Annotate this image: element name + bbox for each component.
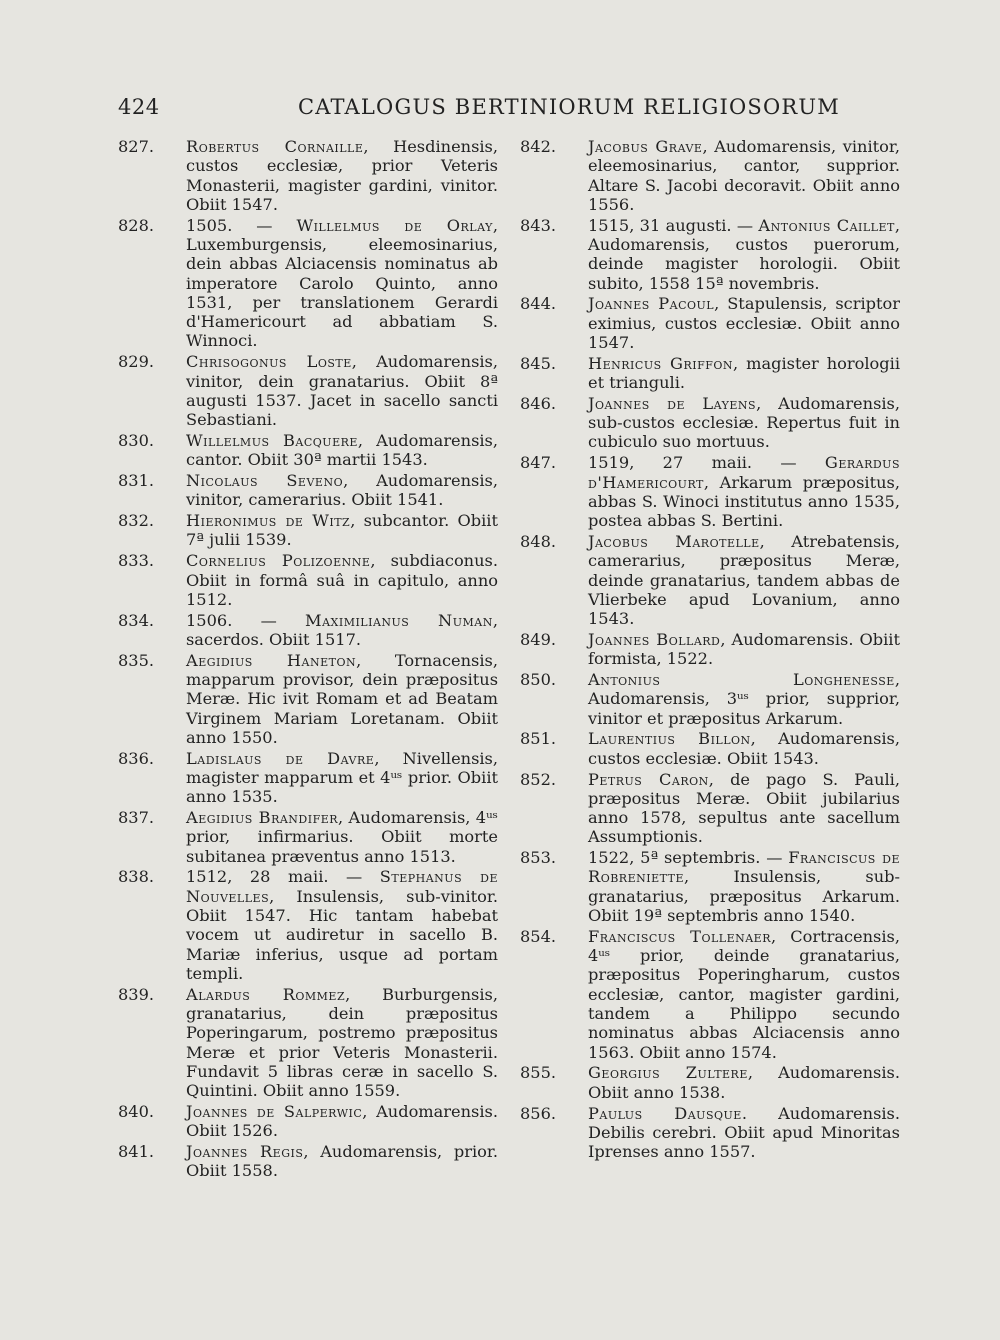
catalogue-entry xyxy=(118,471,498,510)
entry-text xyxy=(588,1104,900,1162)
entry-description: . Audomarensis. Debilis cerebri. Obiit apud Minoritas Iprenses anno 1557. xyxy=(588,1103,900,1162)
entry-text xyxy=(588,848,900,925)
catalogue-entry xyxy=(520,532,900,628)
catalogue-entry xyxy=(118,651,498,747)
entry-number: 845. xyxy=(520,353,557,373)
entry-text xyxy=(588,770,900,847)
monk-name: Antonius Caillet xyxy=(758,215,895,235)
entry-text xyxy=(186,1102,498,1141)
monk-name: Laurentius Billon xyxy=(588,729,751,749)
entry-description: , magister horologii et trianguli. xyxy=(588,353,901,393)
entry-number: 854. xyxy=(520,926,557,946)
entry-text xyxy=(588,532,900,628)
monk-name: Jacobus Marotelle xyxy=(588,531,760,551)
entry-text xyxy=(588,137,900,214)
catalogue-entry xyxy=(520,137,900,214)
entry-number: 829. xyxy=(118,352,155,372)
entry-number: 853. xyxy=(520,848,557,868)
entry-text xyxy=(588,354,900,393)
entry-description: , Audomarensis. Obiit formista, 1522. xyxy=(588,629,900,669)
catalogue-entry xyxy=(118,808,498,866)
monk-name: Willelmus de Orlay xyxy=(296,215,493,235)
entry-description: , Tornacensis, mapparum provisor, dein præpositus Meræ. Hic ivit Romam et ad Beatam Virginem Mariam Loretanam. Obiit anno 1550. xyxy=(186,650,498,747)
entry-number: 843. xyxy=(520,215,557,235)
entry-number: 836. xyxy=(118,748,155,768)
catalogue-entry xyxy=(118,551,498,609)
monk-name: Joannes de Salperwic xyxy=(186,1102,363,1122)
catalogue-entry xyxy=(520,927,900,1062)
entry-text xyxy=(588,294,900,352)
catalogue-entry xyxy=(520,294,900,352)
entry-text xyxy=(186,1142,498,1181)
running-title: CATALOGUS BERTINIORUM RELIGIOSORUM xyxy=(298,95,840,119)
monk-name: Willelmus Bacquere xyxy=(186,430,358,450)
monk-name: Stephanus de Nouvelles xyxy=(186,867,498,906)
page-header xyxy=(118,95,898,125)
entry-date-prefix: 1515, 31 augusti. — xyxy=(588,215,759,235)
entry-text xyxy=(186,216,498,351)
right-column xyxy=(520,137,900,1163)
entry-description: , Luxemburgensis, eleemosinarius, dein abbas Alciacensis nominatus ab imperatore Carolo Quinto, anno 1531, per translationem Gerardi d'Hamericourt ad abbatiam S. Winnoci. xyxy=(186,215,498,351)
catalogue-entry xyxy=(520,670,900,728)
entry-date-prefix: 1519, 27 maii. — xyxy=(588,453,825,473)
entry-number: 839. xyxy=(118,984,155,1004)
catalogue-entry xyxy=(520,453,900,530)
catalogue-entry xyxy=(118,431,498,470)
entry-text xyxy=(186,611,498,650)
entry-description: , Audomarensis, vinitor, camerarius. Obiit 1541. xyxy=(186,471,498,510)
page-number: 424 xyxy=(118,95,160,119)
monk-name: Gerardus d'Hamericourt xyxy=(588,453,900,492)
entry-description: , Audomarensis, 4ᵘˢ prior, infirmarius. Obiit morte subitanea præventus anno 1513. xyxy=(186,808,498,866)
entry-number: 828. xyxy=(118,215,155,235)
catalogue-entry xyxy=(520,394,900,452)
entry-description: , Insulensis, sub-granatarius, præpositus Arkarum. Obiit 19ª septembris anno 1540. xyxy=(588,867,900,926)
monk-name: Joannes Pacoul xyxy=(588,294,715,314)
entry-description: , Audomarensis. Obiit 1526. xyxy=(186,1102,498,1141)
entry-description: , Cortracensis, 4ᵘˢ prior, deinde granatarius, præpositus Poperingharum, custos ecclesiæ, cantor, magister gardini, tandem a Philippo secundo nominatus abbas Alciacensis anno 1563. Obiit anno 1574. xyxy=(588,926,900,1062)
monk-name: Franciscus de Robreniette xyxy=(588,848,900,887)
monk-name: Petrus Caron xyxy=(588,769,709,789)
entry-number: 827. xyxy=(118,137,155,156)
entry-description: , Atrebatensis, camerarius, præpositus Meræ, deinde granatarius, tandem abbas de Vlierbeke apud Lovanium, anno 1543. xyxy=(588,531,900,629)
entry-number: 850. xyxy=(520,670,557,690)
monk-name: Ladislaus de Davre xyxy=(186,748,375,768)
entry-text xyxy=(588,729,900,768)
monk-name: Joannes Regis xyxy=(186,1142,304,1162)
entry-description: , Audomarensis, custos ecclesiæ. Obiit 1543. xyxy=(588,729,900,768)
catalogue-entry xyxy=(118,1142,498,1181)
entry-number: 834. xyxy=(118,610,155,630)
entry-description: , Nivellensis, magister mapparum et 4ᵘˢ prior. Obiit anno 1535. xyxy=(186,748,499,807)
entry-description: , de pago S. Pauli, præpositus Meræ. Obiit jubilarius anno 1578, sepultus ante sacellum Assumptionis. xyxy=(588,769,900,847)
entry-date-prefix: 1506. — xyxy=(186,610,305,630)
entry-description: , Audomarensis, vinitor, dein granatarius. Obiit 8ª augusti 1537. Jacet in sacello sancti Sebastiani. xyxy=(186,352,498,430)
catalogue-entry xyxy=(118,985,498,1101)
entry-text xyxy=(186,352,498,429)
entry-text xyxy=(588,670,900,728)
monk-name: Cornelius Polizoenne xyxy=(186,551,371,571)
entry-text xyxy=(186,431,498,470)
monk-name: Nicolaus Seveno xyxy=(186,471,344,491)
entry-description: , sacerdos. Obiit 1517. xyxy=(186,610,498,649)
entry-number: 841. xyxy=(118,1142,155,1162)
entry-description: , Burburgensis, granatarius, dein præpositus Poperingarum, postremo præpositus Meræ et prior Veteris Monasterii. Fundavit 5 libras ceræ in sacello S. Quintini. Obiit anno 1559. xyxy=(186,984,498,1101)
entry-description: , Audomarensis. Obiit anno 1538. xyxy=(588,1063,900,1102)
left-column xyxy=(118,137,498,1182)
catalogue-entry xyxy=(520,1063,900,1102)
monk-name: Chrisogonus Loste xyxy=(186,352,352,372)
entry-text xyxy=(588,216,900,293)
catalogue-entry xyxy=(118,137,498,214)
entry-description: , Audomarensis, 3ᵘˢ prior, supprior, vinitor et præpositus Arkarum. xyxy=(588,670,900,728)
entry-text xyxy=(186,551,498,609)
entry-description: , subdiaconus. Obiit in formâ suâ in capitulo, anno 1512. xyxy=(186,551,498,609)
monk-name: Paulus Dausque xyxy=(588,1103,742,1123)
catalogue-entry xyxy=(118,511,498,550)
entry-description: , Audomarensis, prior. Obiit 1558. xyxy=(186,1142,498,1181)
entry-number: 849. xyxy=(520,629,557,649)
monk-name: Maximilianus Numan xyxy=(305,610,493,630)
entry-text xyxy=(186,471,498,510)
catalogue-entry xyxy=(118,867,498,983)
catalogue-entry xyxy=(520,1104,900,1162)
catalogue-entry xyxy=(520,216,900,293)
entry-description: , Stapulensis, scriptor eximius, custos ecclesiæ. Obiit anno 1547. xyxy=(588,294,900,352)
entry-text xyxy=(588,453,900,530)
entry-number: 837. xyxy=(118,808,155,828)
entry-text xyxy=(186,808,498,866)
entry-text xyxy=(588,630,900,669)
entry-description: , Audomarensis, cantor. Obiit 30ª martii 1543. xyxy=(186,430,498,470)
entry-text xyxy=(186,867,498,983)
entry-number: 847. xyxy=(520,453,557,473)
monk-name: Jacobus Grave xyxy=(588,137,703,156)
entry-date-prefix: 1512, 28 maii. — xyxy=(186,867,380,887)
entry-description: , Audomarensis, vinitor, eleemosinarius, cantor, supprior. Altare S. Jacobi decoravit. Obiit anno 1556. xyxy=(588,137,900,214)
entry-number: 852. xyxy=(520,769,557,789)
entry-description: , subcantor. Obiit 7ª julii 1539. xyxy=(186,511,498,550)
entry-number: 842. xyxy=(520,137,557,156)
entry-number: 838. xyxy=(118,867,155,887)
entry-number: 856. xyxy=(520,1103,557,1123)
entry-number: 851. xyxy=(520,729,557,749)
entry-date-prefix: 1522, 5ª septembris. — xyxy=(588,848,789,868)
entry-number: 831. xyxy=(118,471,155,491)
catalogue-entry xyxy=(520,848,900,925)
catalogue-entry xyxy=(118,611,498,650)
entry-number: 833. xyxy=(118,551,155,571)
entry-text xyxy=(186,749,498,807)
monk-name: Joannes Bollard xyxy=(588,629,721,649)
catalogue-entry xyxy=(520,770,900,847)
entry-text xyxy=(588,394,900,452)
entry-text xyxy=(186,137,498,214)
entry-description: , Hesdinensis, custos ecclesiæ, prior Veteris Monasterii, magister gardini, vinitor. Obiit 1547. xyxy=(186,137,499,214)
monk-name: Joannes de Layens xyxy=(588,393,757,413)
entry-text xyxy=(186,985,498,1101)
entry-description: , Audomarensis, sub-custos ecclesiæ. Repertus fuit in cubiculo suo mortuus. xyxy=(588,393,901,452)
entry-number: 855. xyxy=(520,1063,557,1083)
entry-date-prefix: 1505. — xyxy=(186,215,297,235)
catalogue-entry xyxy=(520,630,900,669)
catalogue-entry xyxy=(520,354,900,393)
entry-text xyxy=(186,511,498,550)
entry-number: 848. xyxy=(520,531,557,551)
entry-number: 844. xyxy=(520,294,557,314)
entry-number: 832. xyxy=(118,511,155,531)
entry-number: 830. xyxy=(118,430,155,450)
monk-name: Aegidius Brandifer xyxy=(186,808,339,828)
monk-name: Franciscus Tollenaer xyxy=(588,926,771,946)
entry-text xyxy=(588,927,900,1062)
catalogue-entry xyxy=(118,352,498,429)
monk-name: Antonius Longhenesse xyxy=(588,670,895,690)
monk-name: Robertus Cornaille xyxy=(186,137,364,156)
catalogue-entry xyxy=(520,729,900,768)
catalogue-entry xyxy=(118,216,498,351)
monk-name: Henricus Griffon xyxy=(588,353,734,373)
monk-name: Georgius Zultere xyxy=(588,1063,748,1083)
entry-text xyxy=(588,1063,900,1102)
monk-name: Hieronimus de Witz xyxy=(186,511,351,531)
entry-description: , Audomarensis, custos puerorum, deinde magister horologii. Obiit subito, 1558 15ª novembris. xyxy=(588,215,900,293)
entry-number: 840. xyxy=(118,1102,155,1122)
entry-text xyxy=(186,651,498,747)
entry-number: 835. xyxy=(118,650,155,670)
monk-name: Alardus Rommez xyxy=(186,984,346,1004)
entry-description: , Insulensis, sub-vinitor. Obiit 1547. Hic tantam habebat vocem ut audiretur in sacello B. Mariæ inferius, usque ad portam templi. xyxy=(186,886,498,983)
catalogue-entry xyxy=(118,1102,498,1141)
entry-description: , Arkarum præpositus, abbas S. Winoci institutus anno 1535, postea abbas S. Bertini. xyxy=(588,472,900,531)
entry-number: 846. xyxy=(520,393,557,413)
monk-name: Aegidius Haneton xyxy=(186,650,357,670)
catalogue-entry xyxy=(118,749,498,807)
